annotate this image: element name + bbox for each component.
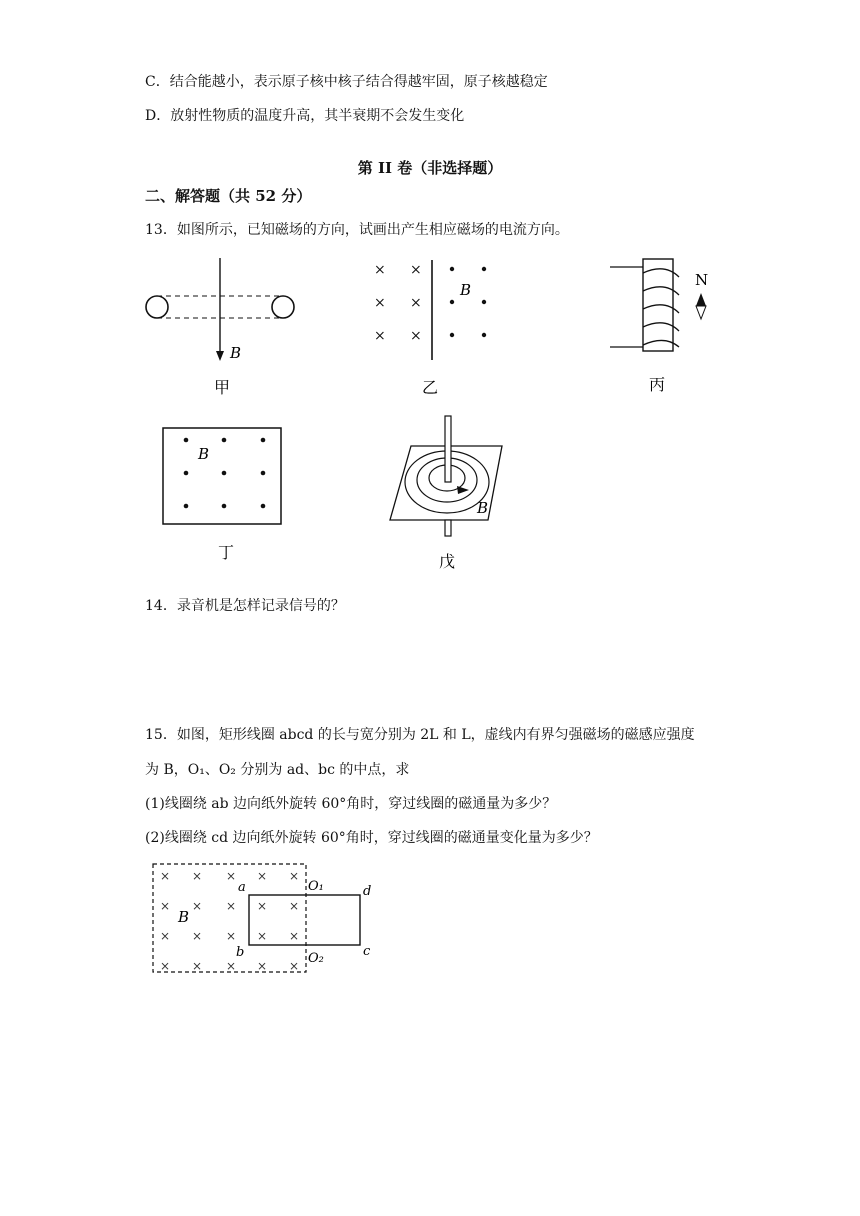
svg-text:×: × (226, 869, 237, 883)
label-B: B (178, 908, 190, 926)
svg-text:×: × (160, 929, 171, 943)
option-d: D．放射性物质的温度升高，其半衰期不会发生变化 (145, 108, 465, 124)
svg-text:×: × (226, 899, 237, 913)
label-o1: O₁ (308, 879, 324, 894)
b-label: B (230, 344, 242, 362)
svg-text:×: × (410, 295, 422, 311)
label-d: d (363, 884, 372, 899)
dot-marks (450, 267, 486, 337)
svg-text:×: × (410, 262, 422, 278)
figure-bing (605, 255, 730, 400)
svg-text:×: × (374, 262, 386, 278)
figure-ding (160, 425, 290, 570)
svg-text:×: × (257, 959, 268, 973)
svg-text:×: × (192, 899, 203, 913)
q15-line2: 为 B，O₁、O₂ 分别为 ad、bc 的中点，求 (145, 762, 410, 778)
svg-text:×: × (192, 929, 203, 943)
svg-text:×: × (257, 899, 268, 913)
svg-text:×: × (226, 959, 237, 973)
svg-text:×: × (289, 899, 300, 913)
figure-q15 (148, 860, 388, 985)
dot-marks (184, 438, 266, 509)
fig-label-ding: 丁 (218, 543, 235, 562)
svg-text:×: × (410, 328, 422, 344)
b-label: B (460, 281, 472, 299)
q15-sub1: (1)线圈绕 ab 边向纸外旋转 60°角时，穿过线圈的磁通量为多少？ (145, 796, 557, 812)
section-title: 第 II 卷（非选择题） (357, 159, 503, 177)
straight-wire (445, 416, 451, 482)
fig-label-bing: 丙 (649, 375, 666, 394)
svg-text:×: × (289, 929, 300, 943)
part-title: 二、解答题（共 52 分） (145, 187, 312, 205)
svg-text:×: × (226, 929, 237, 943)
compass-needle-south (696, 306, 706, 319)
svg-text:×: × (192, 869, 203, 883)
label-o2: O₂ (308, 951, 324, 966)
q14-text: 14．录音机是怎样记录信号的？ (145, 598, 345, 614)
q13-text: 13．如图所示，已知磁场的方向，试画出产生相应磁场的电流方向。 (145, 222, 569, 238)
svg-text:×: × (374, 295, 386, 311)
q15-line1: 15．如图，矩形线圈 abcd 的长与宽分别为 2L 和 L，虚线内有界匀强磁场的磁感应强度 (145, 727, 695, 743)
svg-text:×: × (374, 328, 386, 344)
svg-text:×: × (192, 959, 203, 973)
svg-text:×: × (289, 959, 300, 973)
svg-text:×: × (160, 899, 171, 913)
b-label: B (477, 499, 489, 517)
fig-label-yi: 乙 (422, 378, 439, 397)
svg-text:×: × (257, 869, 268, 883)
coil-ring-left (146, 296, 168, 318)
label-a: a (238, 880, 246, 895)
coil-ring-right (272, 296, 294, 318)
compass-needle-north (696, 293, 706, 306)
n-label: N (695, 271, 709, 289)
figure-yi (370, 255, 510, 405)
b-label: B (198, 445, 210, 463)
svg-text:×: × (160, 959, 171, 973)
label-b: b (236, 945, 245, 960)
option-c: C．结合能越小，表示原子核中核子结合得越牢固，原子核越稳定 (145, 74, 548, 90)
field-region (163, 428, 281, 524)
figure-wu (385, 412, 515, 572)
fig-label-wu: 戊 (439, 552, 456, 571)
label-c: c (363, 944, 371, 959)
fig-label-jia: 甲 (214, 378, 231, 397)
svg-text:×: × (289, 869, 300, 883)
svg-text:×: × (257, 929, 268, 943)
q15-sub2: (2)线圈绕 cd 边向纸外旋转 60°角时，穿过线圈的磁通量变化量为多少？ (145, 830, 598, 846)
svg-text:×: × (160, 869, 171, 883)
figure-jia (140, 255, 310, 405)
cross-marks (374, 262, 422, 344)
